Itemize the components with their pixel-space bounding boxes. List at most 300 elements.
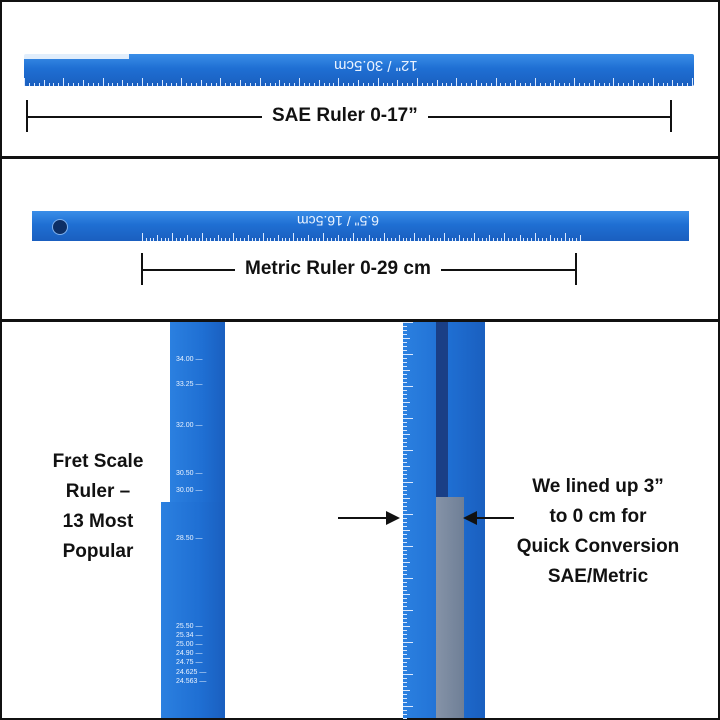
conversion-note-line: SAE/Metric	[547, 566, 649, 587]
ruler-tick	[403, 518, 407, 519]
ruler-tick	[403, 586, 407, 587]
ruler-tick	[195, 238, 196, 241]
ruler-tick	[599, 83, 600, 86]
ruler-tick	[403, 666, 407, 667]
ruler-tick	[638, 83, 639, 86]
ruler-tick	[391, 238, 392, 241]
ruler-tick	[403, 654, 407, 655]
ruler-tick	[403, 426, 407, 427]
ruler-tick	[260, 78, 261, 86]
ruler-tick	[403, 462, 407, 463]
ruler-tick	[403, 622, 407, 623]
ruler-tick	[576, 238, 577, 241]
ruler-tick	[403, 406, 407, 407]
ruler-tick	[403, 482, 413, 483]
ruler-tick	[403, 334, 407, 335]
ruler-tick	[331, 238, 332, 241]
ruler-tick	[373, 83, 374, 86]
ruler-tick	[218, 235, 219, 241]
sae-dimension-right-cap	[670, 100, 672, 132]
ruler-tick	[180, 238, 181, 241]
ruler-tick	[229, 238, 230, 241]
ruler-tick	[63, 78, 64, 86]
ruler-tick	[633, 80, 634, 86]
ruler-tick	[353, 233, 354, 241]
ruler-tick	[403, 642, 413, 643]
ruler-tick	[380, 238, 381, 241]
ruler-tick	[282, 238, 283, 241]
ruler-tick	[39, 83, 40, 86]
ruler-tick	[88, 83, 89, 86]
ruler-tick	[127, 83, 128, 86]
ruler-tick	[346, 238, 347, 241]
metric-caption: Metric Ruler 0-29 cm	[235, 258, 441, 280]
conversion-note-line: Quick Conversion	[516, 536, 680, 557]
ruler-tick	[350, 238, 351, 241]
ruler-tick	[466, 83, 467, 86]
ruler-tick	[412, 83, 413, 86]
ruler-tick	[403, 718, 407, 719]
ruler-tick	[579, 83, 580, 86]
ruler-tick	[448, 238, 449, 241]
ruler-tick	[421, 238, 422, 241]
ruler-tick	[569, 238, 570, 241]
ruler-tick	[122, 80, 123, 86]
ruler-tick	[403, 446, 407, 447]
ruler-tick	[403, 430, 407, 431]
ruler-tick	[516, 238, 517, 241]
ruler-tick	[403, 514, 413, 515]
ruler-tick	[403, 526, 407, 527]
fret-scale-label: 24.90 —	[176, 650, 203, 657]
ruler-tick	[403, 698, 407, 699]
ruler-tick	[403, 350, 407, 351]
ruler-tick	[403, 626, 410, 627]
ruler-tick	[248, 235, 249, 241]
ruler-tick	[667, 83, 668, 86]
ruler-tick	[476, 80, 477, 86]
ruler-tick	[403, 438, 407, 439]
ruler-tick	[504, 233, 505, 241]
ruler-tick	[403, 390, 407, 391]
ruler-tick	[535, 78, 536, 86]
ruler-tick	[403, 574, 407, 575]
ruler-tick	[289, 83, 290, 86]
sae-ruler-ticks	[24, 78, 694, 86]
ruler-tick	[584, 83, 585, 86]
ruler-tick	[572, 238, 573, 241]
ruler-tick	[403, 578, 413, 579]
ruler-tick	[403, 494, 407, 495]
ruler-tick	[486, 238, 487, 241]
ruler-tick	[403, 550, 407, 551]
ruler-tick	[403, 478, 407, 479]
ruler-tick	[403, 690, 410, 691]
ruler-tick	[403, 466, 410, 467]
ruler-tick	[206, 83, 207, 86]
ruler-tick	[422, 83, 423, 86]
ruler-tick	[505, 83, 506, 86]
ruler-tick	[609, 83, 610, 86]
ruler-tick	[437, 80, 438, 86]
ruler-tick	[191, 83, 192, 86]
ruler-tick	[501, 238, 502, 241]
ruler-tick	[270, 83, 271, 86]
ruler-tick	[455, 238, 456, 241]
ruler-tick	[613, 78, 614, 86]
ruler-tick	[171, 83, 172, 86]
ruler-tick	[467, 238, 468, 241]
ruler-tick	[403, 382, 407, 383]
sae-caption: SAE Ruler 0-17”	[262, 105, 428, 127]
ruler-tick	[383, 83, 384, 86]
ruler-tick	[497, 238, 498, 241]
fret-title-line: Popular	[62, 541, 134, 562]
ruler-tick	[403, 618, 407, 619]
ruler-tick	[289, 238, 290, 241]
ruler-tick	[403, 662, 407, 663]
ruler-tick	[395, 238, 396, 241]
ruler-tick	[368, 83, 369, 86]
ruler-tick	[403, 434, 410, 435]
ruler-tick	[308, 235, 309, 241]
ruler-tick	[403, 530, 410, 531]
ruler-tick	[338, 78, 339, 86]
ruler-tick	[403, 702, 407, 703]
section-divider-top	[0, 156, 720, 159]
ruler-tick	[403, 554, 407, 555]
ruler-tick	[319, 80, 320, 86]
ruler-tick	[78, 83, 79, 86]
ruler-tick	[403, 590, 407, 591]
ruler-tick	[538, 238, 539, 241]
ruler-tick	[49, 83, 50, 86]
ruler-tick	[432, 83, 433, 86]
ruler-tick	[471, 238, 472, 241]
ruler-tick	[520, 83, 521, 86]
ruler-tick	[172, 233, 173, 241]
fret-scale-label: 24.75 —	[176, 659, 203, 666]
ruler-tick	[658, 83, 659, 86]
ruler-tick	[348, 83, 349, 86]
ruler-tick	[201, 80, 202, 86]
ruler-tick	[353, 83, 354, 86]
ruler-tick	[403, 542, 407, 543]
ruler-tick	[403, 354, 413, 355]
ruler-tick	[489, 235, 490, 241]
ruler-tick	[427, 83, 428, 86]
ruler-tick	[648, 83, 649, 86]
ruler-tick	[482, 238, 483, 241]
ruler-tick	[363, 83, 364, 86]
sae-ruler-step	[24, 54, 129, 59]
ruler-tick	[403, 394, 407, 395]
ruler-tick	[403, 570, 407, 571]
ruler-tick	[255, 238, 256, 241]
ruler-tick	[618, 83, 619, 86]
ruler-tick	[378, 78, 379, 86]
ruler-tick	[184, 238, 185, 241]
ruler-tick	[216, 83, 217, 86]
ruler-tick	[402, 83, 403, 86]
ruler-tick	[550, 235, 551, 241]
ruler-tick	[252, 238, 253, 241]
ruler-tick	[403, 474, 407, 475]
ruler-tick	[446, 83, 447, 86]
ruler-tick	[165, 238, 166, 241]
ruler-tick	[403, 714, 407, 715]
ruler-tick	[554, 80, 555, 86]
ruler-tick	[461, 83, 462, 86]
ruler-tick	[357, 238, 358, 241]
ruler-tick	[546, 238, 547, 241]
ruler-tick	[293, 233, 294, 241]
ruler-tick	[196, 83, 197, 86]
fret-scale-label: 25.00 —	[176, 641, 203, 648]
ruler-tick	[387, 83, 388, 86]
ruler-tick	[496, 78, 497, 86]
ruler-tick	[265, 83, 266, 86]
metric-ruler-steel-overlay	[436, 497, 464, 718]
fret-scale-label: 30.00 —	[176, 487, 203, 494]
ruler-tick	[98, 83, 99, 86]
ruler-tick	[236, 238, 237, 241]
ruler-tick	[515, 80, 516, 86]
ruler-tick	[403, 418, 413, 419]
ruler-tick	[557, 238, 558, 241]
ruler-tick	[399, 235, 400, 241]
ruler-tick	[255, 83, 256, 86]
ruler-tick	[152, 83, 153, 86]
ruler-tick	[437, 238, 438, 241]
ruler-tick	[153, 238, 154, 241]
ruler-tick	[235, 83, 236, 86]
ruler-tick	[230, 83, 231, 86]
ruler-tick	[278, 235, 279, 241]
ruler-tick	[267, 238, 268, 241]
ruler-tick	[342, 238, 343, 241]
ruler-tick	[191, 238, 192, 241]
ruler-tick	[663, 83, 664, 86]
ruler-tick	[459, 235, 460, 241]
left-arrow-head	[386, 511, 400, 525]
ruler-tick	[403, 558, 407, 559]
ruler-tick	[304, 238, 305, 241]
ruler-tick	[440, 238, 441, 241]
ruler-tick	[623, 83, 624, 86]
ruler-tick	[323, 233, 324, 241]
fret-scale-label: 32.00 —	[176, 422, 203, 429]
ruler-tick	[343, 83, 344, 86]
ruler-tick	[403, 686, 407, 687]
ruler-tick	[376, 238, 377, 241]
ruler-tick	[285, 238, 286, 241]
conversion-note	[498, 472, 698, 592]
ruler-tick	[335, 238, 336, 241]
ruler-tick	[471, 83, 472, 86]
ruler-tick	[682, 83, 683, 86]
ruler-tick	[168, 238, 169, 241]
ruler-tick	[403, 326, 407, 327]
ruler-tick	[403, 386, 413, 387]
ruler-tick	[418, 238, 419, 241]
ruler-tick	[270, 238, 271, 241]
ruler-tick	[672, 80, 673, 86]
ruler-tick	[146, 238, 147, 241]
ruler-tick	[442, 83, 443, 86]
ruler-tick	[202, 233, 203, 241]
ruler-tick	[403, 614, 407, 615]
section-divider-bottom	[0, 319, 720, 322]
ruler-tick	[414, 233, 415, 241]
ruler-tick	[520, 235, 521, 241]
ruler-tick	[263, 233, 264, 241]
ruler-tick	[403, 694, 407, 695]
ruler-tick	[147, 83, 148, 86]
ruler-tick	[403, 330, 407, 331]
ruler-tick	[397, 80, 398, 86]
ruler-tick	[403, 674, 413, 675]
ruler-tick	[486, 83, 487, 86]
ruler-tick	[403, 650, 407, 651]
metric-ruler-step-right	[487, 206, 689, 211]
metric-dimension-right-cap	[575, 253, 577, 285]
ruler-tick	[403, 706, 413, 707]
fret-title-line: 13 Most	[62, 511, 134, 532]
ruler-tick	[157, 235, 158, 241]
fret-scale-label: 25.34 —	[176, 632, 203, 639]
ruler-tick	[403, 638, 407, 639]
ruler-tick	[245, 83, 246, 86]
ruler-tick	[493, 238, 494, 241]
ruler-tick	[403, 602, 407, 603]
ruler-tick	[403, 634, 407, 635]
ruler-tick	[456, 78, 457, 86]
ruler-tick	[425, 238, 426, 241]
ruler-tick	[463, 238, 464, 241]
ruler-tick	[406, 238, 407, 241]
ruler-tick	[403, 342, 407, 343]
ruler-tick	[403, 670, 407, 671]
ruler-tick	[500, 83, 501, 86]
ruler-tick	[108, 83, 109, 86]
ruler-tick	[324, 83, 325, 86]
ruler-tick	[653, 78, 654, 86]
ruler-tick	[478, 238, 479, 241]
fret-title-line: Ruler –	[65, 481, 131, 502]
ruler-tick	[589, 83, 590, 86]
ruler-tick	[214, 238, 215, 241]
sae-ruler-marking: 12" / 30.5cm	[334, 57, 418, 74]
ruler-tick	[403, 378, 407, 379]
ruler-tick	[304, 83, 305, 86]
ruler-tick	[403, 502, 407, 503]
ruler-tick	[240, 238, 241, 241]
ruler-tick	[433, 238, 434, 241]
ruler-tick	[244, 238, 245, 241]
ruler-tick	[297, 238, 298, 241]
ruler-tick	[358, 80, 359, 86]
ruler-tick	[403, 322, 413, 323]
ruler-tick	[403, 470, 407, 471]
metric-ruler-marking: 6.5" / 16.5cm	[297, 213, 380, 229]
ruler-tick	[403, 538, 407, 539]
ruler-tick	[580, 235, 581, 241]
ruler-tick	[309, 83, 310, 86]
ruler-tick	[403, 374, 407, 375]
ruler-tick	[525, 83, 526, 86]
ruler-tick	[527, 238, 528, 241]
ruler-tick	[403, 594, 410, 595]
ruler-tick	[132, 83, 133, 86]
ruler-tick	[403, 522, 407, 523]
ruler-tick	[403, 458, 407, 459]
ruler-tick	[157, 83, 158, 86]
ruler-tick	[403, 710, 407, 711]
ruler-tick	[508, 238, 509, 241]
ruler-tick	[301, 238, 302, 241]
ruler-tick	[150, 238, 151, 241]
ruler-tick	[403, 598, 407, 599]
ruler-tick	[225, 238, 226, 241]
ruler-tick	[142, 233, 143, 241]
fret-scale-label: 28.50 —	[176, 535, 203, 542]
ruler-tick	[225, 83, 226, 86]
ruler-tick	[403, 486, 407, 487]
ruler-tick	[53, 83, 54, 86]
ruler-tick	[68, 83, 69, 86]
ruler-tick	[491, 83, 492, 86]
ruler-tick	[403, 546, 413, 547]
ruler-tick	[554, 238, 555, 241]
ruler-tick	[274, 238, 275, 241]
ruler-tick	[403, 682, 407, 683]
ruler-tick	[594, 80, 595, 86]
ruler-tick	[284, 83, 285, 86]
ruler-tick	[206, 238, 207, 241]
ruler-tick	[210, 238, 211, 241]
ruler-tick	[403, 338, 410, 339]
ruler-tick	[403, 490, 407, 491]
ruler-tick	[211, 83, 212, 86]
ruler-tick	[403, 358, 407, 359]
conversion-note-line: to 0 cm for	[549, 506, 647, 527]
ruler-tick	[510, 83, 511, 86]
ruler-tick	[403, 562, 410, 563]
ruler-tick	[604, 83, 605, 86]
ruler-tick	[403, 510, 407, 511]
ruler-tick	[103, 78, 104, 86]
ruler-tick	[93, 83, 94, 86]
fret-scale-label: 30.50 —	[176, 470, 203, 477]
ruler-tick	[329, 83, 330, 86]
ruler-tick	[166, 83, 167, 86]
ruler-tick	[299, 78, 300, 86]
ruler-tick	[545, 83, 546, 86]
ruler-tick	[137, 83, 138, 86]
ruler-tick	[403, 658, 410, 659]
ruler-tick	[34, 83, 35, 86]
ruler-tick	[187, 235, 188, 241]
ruler-tick	[561, 238, 562, 241]
ruler-tick	[550, 83, 551, 86]
ruler-tick	[384, 233, 385, 241]
fret-scale-label: 24.625 —	[176, 669, 207, 676]
ruler-tick	[403, 610, 413, 611]
ruler-tick	[403, 582, 407, 583]
ruler-tick	[542, 238, 543, 241]
ruler-tick	[403, 566, 407, 567]
